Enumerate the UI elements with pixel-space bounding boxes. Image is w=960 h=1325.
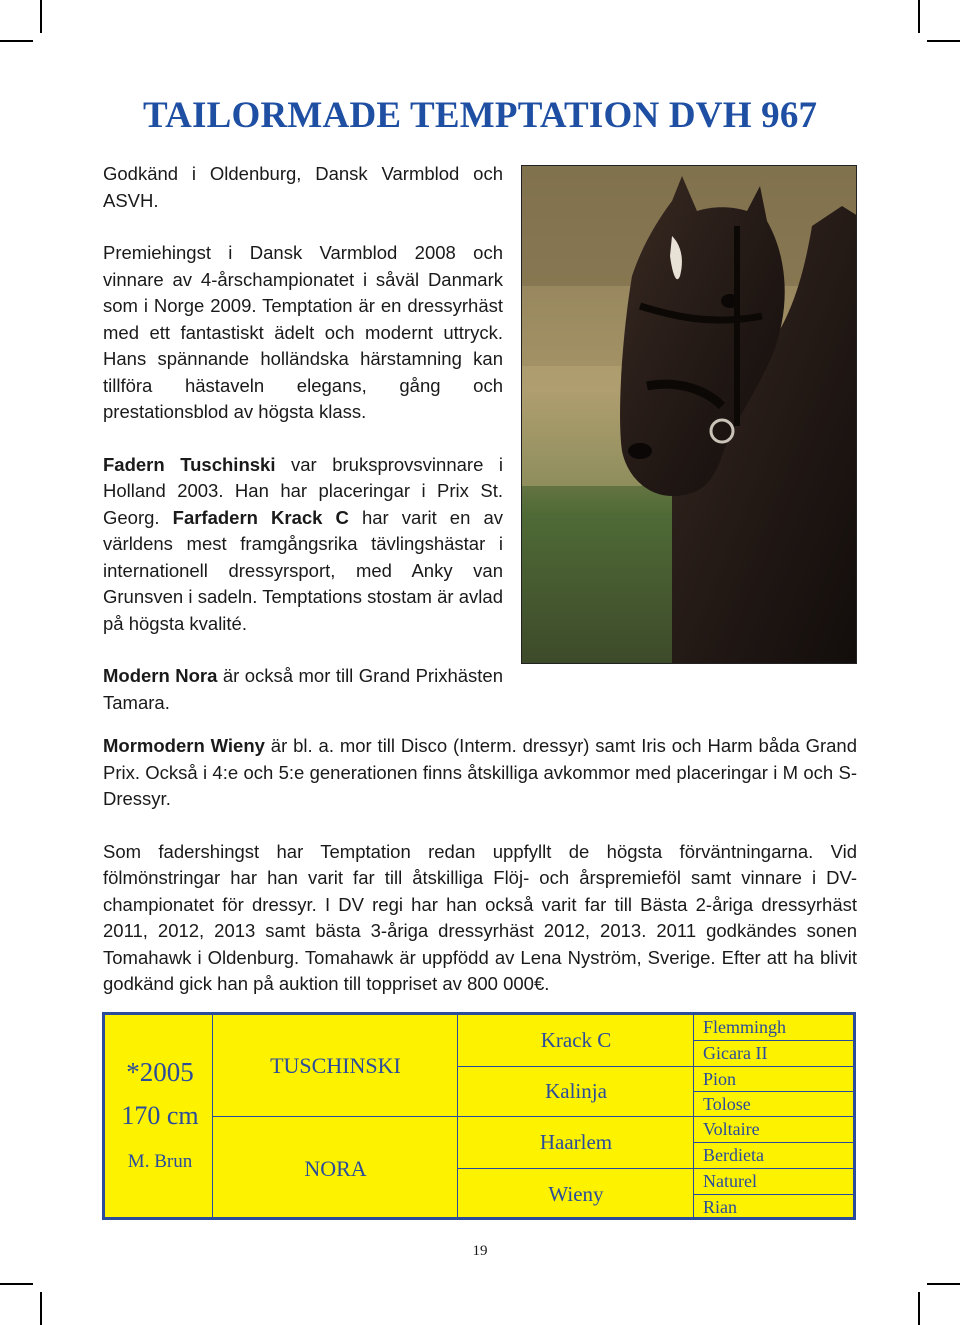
great-grandparent-name: Voltaire <box>694 1116 854 1142</box>
granddam-paragraph: Mormodern Wieny är bl. a. mor till Disco (Interm. dressyr) samt Iris och Harm båda Grand Prix. Också i 4:e och 5:e generationen finns åtskilliga avkommor med placeringar i M och S-Dressyr. <box>103 735 857 809</box>
crop-mark <box>918 1292 920 1325</box>
bold-term: Modern Nora <box>103 665 218 686</box>
body-text <box>103 733 857 998</box>
offspring-paragraph: Som fadershingst har Temptation redan uppfyllt de högsta förväntningarna. Vid fölmönstringar har han varit far till åtskilliga Flöj- och årspremieföl samt vinnare i DV-championatet för dressyr. I DV regi har han också varit far till Bästa 2-åriga dressyrhäst 2011, 2012, 2013 samt bästa 3-åriga dressyrhäst 2012, 2013. 2011 godkändes sonen Tomahawk i Oldenburg. Tomahawk är uppfödd av Lena Nyström, Sverige. Efter att ha blivit godkänd gick han på auktion till toppriset av 800 000€. <box>103 840 857 994</box>
birth-year: *2005 <box>126 1057 194 1087</box>
coat-color: M. Brun <box>127 1151 193 1172</box>
crop-mark <box>0 40 33 42</box>
great-grandparent-name: Rian <box>694 1194 854 1220</box>
crop-mark <box>927 1283 960 1285</box>
intro-paragraph: Godkänd i Oldenburg, Dansk Varmblod och ASVH. <box>103 163 503 211</box>
horse-illustration <box>522 166 857 664</box>
intro-paragraph: Premiehingst i Dansk Varmblod 2008 och vinnare av 4-årschampionatet i såväl Danmark som i Norge 2009. Temptation är en dressyrhäst med ett fantastiskt ädelt och modernt uttryck. Hans spännande holländska härstamning kan tillföra hästaveln elegans, gång och prestationsblod av högsta klass. <box>103 242 503 422</box>
intro-column <box>103 161 503 716</box>
great-grandparent-name: Gicara II <box>694 1040 854 1066</box>
great-grandparent-name: Naturel <box>694 1168 854 1194</box>
grandparent-name: Kalinja <box>458 1066 694 1116</box>
crop-mark <box>40 1292 42 1325</box>
pedigree-table <box>102 1012 856 1220</box>
bold-term: Mormodern Wieny <box>103 735 265 756</box>
crop-mark <box>918 0 920 33</box>
great-grandparent-name: Pion <box>694 1066 854 1091</box>
bold-term: Farfadern Krack C <box>172 506 349 528</box>
bold-term: Fadern Tuschinski <box>103 453 276 475</box>
grandparent-name: Wieny <box>458 1168 694 1220</box>
pedigree-facts <box>105 1015 212 1217</box>
parents-column <box>212 1015 458 1217</box>
crop-mark <box>0 1283 33 1285</box>
grandparent-name: Krack C <box>540 1028 612 1052</box>
grandparent-name: Haarlem <box>458 1116 694 1168</box>
crop-mark <box>927 40 960 42</box>
great-grandparent-name: Tolose <box>694 1091 854 1116</box>
great-grandparents-column <box>693 1015 854 1217</box>
dam-paragraph: Modern Nora är också mor till Grand Prixhästen Tamara. <box>103 665 503 713</box>
page-title: TAILORMADE TEMPTATION DVH 967 <box>143 95 818 136</box>
height: 170 cm <box>121 1101 199 1130</box>
sire-name: TUSCHINSKI <box>270 1052 401 1078</box>
dam-name: NORA <box>213 1116 458 1220</box>
sire-paragraph: Fadern Tuschinski var bruksprovsvinnare i Holland 2003. Han har placeringar i Prix St. Georg. Farfadern Krack C har varit en av världens mest framgångsrika tävlingshästar i internationell dressyrsport, med Anky van Grunsven i sadeln. Temptations stostam är avlad på högsta kvalité. <box>103 453 503 634</box>
horse-photo <box>521 165 857 664</box>
page-number: 19 <box>472 1243 488 1259</box>
grandparents-column <box>457 1015 694 1217</box>
great-grandparent-name: Flemmingh <box>703 1017 787 1037</box>
great-grandparent-name: Berdieta <box>694 1142 854 1168</box>
crop-mark <box>40 0 42 33</box>
